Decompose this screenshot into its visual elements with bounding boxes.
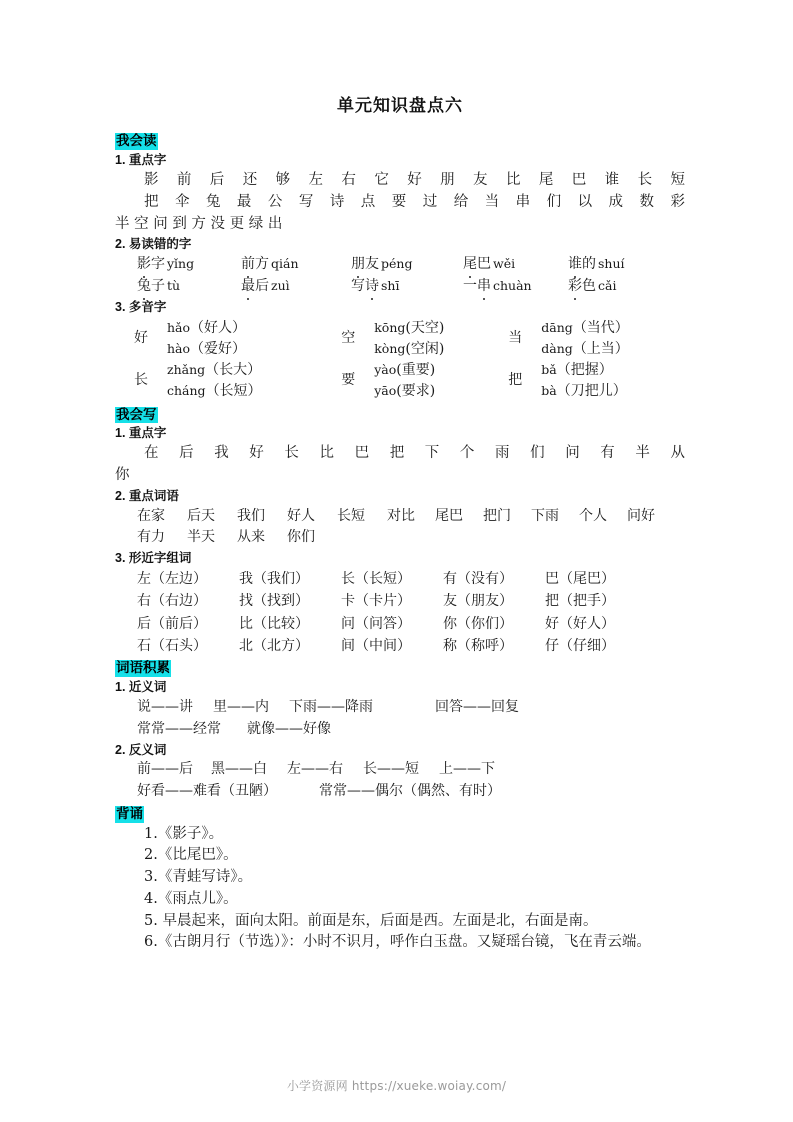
word-item: 下雨——降雨 xyxy=(289,699,373,716)
word-item: 长（长短） xyxy=(341,570,411,587)
polyphonic-readings xyxy=(167,318,322,360)
pinyin-item: 一串 chuàn xyxy=(463,276,568,298)
pinyin-text: dāng xyxy=(541,319,573,335)
reading-line xyxy=(541,339,685,360)
word-item: 好人 xyxy=(287,507,315,524)
example-word: （上当） xyxy=(572,340,629,357)
pinyin-item: 尾巴 wěi xyxy=(463,254,568,276)
reading-line xyxy=(167,339,322,360)
word-item: 仔（仔细） xyxy=(545,638,615,655)
table-row xyxy=(137,568,685,590)
word-row xyxy=(115,697,685,719)
word-item: 卡（卡片） xyxy=(341,593,411,610)
polyphonic-readings xyxy=(541,360,685,402)
example-word: （好人） xyxy=(190,319,247,336)
word-item: 从来 xyxy=(237,529,265,546)
word-item: 友（朋友） xyxy=(443,593,513,610)
pinyin-text: bà xyxy=(541,382,557,398)
word-item: 半天 xyxy=(187,529,215,546)
word-item: 下雨 xyxy=(531,507,559,524)
word-item: 个人 xyxy=(579,507,607,524)
reading-line xyxy=(541,381,685,402)
pinyin-row xyxy=(115,276,685,298)
pinyin-text: cǎi xyxy=(598,277,617,293)
dotted-char: 兔 xyxy=(137,276,151,298)
dotted-char: 前 xyxy=(241,254,255,276)
example-word: (重要) xyxy=(396,361,436,378)
reading-line xyxy=(167,360,322,381)
pinyin-text: péng xyxy=(381,256,413,272)
section-heading-beisong: 背诵 xyxy=(116,805,143,821)
word-item: 说——讲 xyxy=(137,699,193,716)
word-item: 回答——回复 xyxy=(421,699,519,716)
word-item: 有（没有） xyxy=(443,570,513,587)
reading-line xyxy=(167,381,322,402)
list-item: 1.《影子》。 xyxy=(144,825,224,842)
reading-line xyxy=(374,339,489,360)
word-item: 左——右 xyxy=(287,761,343,778)
word-item: 长短 xyxy=(337,507,365,524)
reading-line xyxy=(541,360,685,381)
sub-heading-fanyici: 2. 反义词 xyxy=(115,742,167,757)
word-row xyxy=(115,527,685,549)
pinyin-text: yǐng xyxy=(167,256,195,272)
pinyin-text: hào xyxy=(167,340,191,356)
word-item: 把（把手） xyxy=(545,593,615,610)
char-row: 半 空 问 到 方 没 更 绿 出 xyxy=(115,215,283,232)
word-item: 好（好人） xyxy=(545,615,615,632)
word-item: 问（问答） xyxy=(341,615,411,632)
pinyin-text: kòng xyxy=(374,340,406,356)
example-word: （把握） xyxy=(556,361,613,378)
polyphonic-char: 长 xyxy=(134,372,148,389)
word-item: 右（右边） xyxy=(137,593,207,610)
dotted-char: 诗 xyxy=(365,276,379,298)
pinyin-text: bǎ xyxy=(541,361,557,377)
sub-heading-duoyinzi: 3. 多音字 xyxy=(115,299,167,314)
pinyin-text: shī xyxy=(381,277,400,293)
pinyin-text: kōng xyxy=(374,319,406,335)
example-word: （爱好） xyxy=(190,340,247,357)
section-heading-ciyu-jilei: 词语积累 xyxy=(116,660,170,676)
word-row xyxy=(115,719,685,741)
polyphonic-readings xyxy=(374,318,489,360)
pinyin-text: tù xyxy=(167,277,181,293)
word-item: 北（北方） xyxy=(239,638,309,655)
table-row xyxy=(137,590,685,612)
word-item: 找（找到） xyxy=(239,593,309,610)
pinyin-row xyxy=(115,254,685,276)
word-item: 你（你们） xyxy=(443,615,513,632)
footer-watermark: 小学资源网 https://xueke.woiay.com/ xyxy=(286,1079,507,1093)
dotted-char: 尾 xyxy=(463,254,477,276)
polyphonic-char: 当 xyxy=(508,330,523,347)
list-item: 5. 早晨起来，面向太阳。前面是东，后面是西。左面是北，右面是南。 xyxy=(144,912,598,929)
example-word: (天空) xyxy=(405,319,445,336)
pinyin-item: 影字 yǐng xyxy=(137,254,241,276)
table-row xyxy=(137,635,685,657)
example-word: （刀把儿） xyxy=(556,382,627,399)
pinyin-text: yào xyxy=(374,361,397,377)
sub-heading-zhongdianzi-write: 1. 重点字 xyxy=(115,426,167,441)
word-item: 你们 xyxy=(287,529,315,546)
word-item: 尾巴 xyxy=(435,507,463,524)
word-item: 后（前后） xyxy=(137,615,207,632)
word-row xyxy=(115,781,685,803)
word-item: 在家 xyxy=(137,507,165,524)
sub-heading-yiducuodezi: 2. 易读错的字 xyxy=(115,237,192,252)
word-item: 长——短 xyxy=(363,761,419,778)
dotted-char: 最 xyxy=(241,276,255,298)
sub-heading-zhongdianciyu: 2. 重点词语 xyxy=(115,488,179,503)
dotted-char: 彩 xyxy=(568,276,582,298)
table-row xyxy=(137,613,685,635)
pinyin-text: dàng xyxy=(541,340,573,356)
word-row xyxy=(115,759,685,781)
word-item: 就像——好像 xyxy=(247,720,331,737)
word-item: 称（称呼） xyxy=(443,638,513,655)
pinyin-text: chuàn xyxy=(493,277,532,293)
sub-heading-jinyici: 1. 近义词 xyxy=(115,680,167,695)
word-item: 我（我们） xyxy=(239,570,309,587)
dotted-char: 谁 xyxy=(568,254,582,276)
word-item: 石（石头） xyxy=(137,638,207,655)
polyphonic-char: 好 xyxy=(134,330,148,347)
word-item: 常常——偶尔（偶然、有时） xyxy=(319,783,501,800)
word-item: 常常——经常 xyxy=(137,720,221,737)
pinyin-text: qián xyxy=(271,256,299,272)
char-row: 把 伞 兔 最 公 写 诗 点 要 过 给 当 串 们 以 成 数 彩 xyxy=(144,193,685,210)
example-word: (要求) xyxy=(396,382,436,399)
pinyin-item: 彩色 cǎi xyxy=(568,276,616,298)
dotted-char: 串 xyxy=(477,276,491,298)
word-item: 上——下 xyxy=(439,761,495,778)
document-content xyxy=(115,96,685,954)
dotted-char: 影 xyxy=(137,254,151,276)
example-word: （长大） xyxy=(205,361,262,378)
word-item: 里——内 xyxy=(213,699,269,716)
list-item: 4.《雨点儿》。 xyxy=(144,890,238,907)
pinyin-item: 写诗 shī xyxy=(351,276,463,298)
sub-heading-zhongdianzi-read: 1. 重点字 xyxy=(115,153,167,168)
word-item: 把门 xyxy=(483,507,511,524)
pinyin-text: hǎo xyxy=(167,319,191,335)
list-item: 3.《青蛙写诗》。 xyxy=(144,869,253,886)
word-item: 对比 xyxy=(387,507,415,524)
pinyin-text: yāo xyxy=(374,382,397,398)
polyphonic-char: 把 xyxy=(508,372,523,389)
pinyin-text: wěi xyxy=(493,256,516,272)
word-item: 后天 xyxy=(187,507,215,524)
pinyin-text: cháng xyxy=(167,382,206,398)
sub-heading-xingjinzizuci: 3. 形近字组词 xyxy=(115,551,192,566)
polyphonic-readings xyxy=(374,360,489,402)
pinyin-item: 最后 zuì xyxy=(241,276,351,298)
reading-line xyxy=(374,318,489,339)
pinyin-item: 朋友 péng xyxy=(351,254,463,276)
word-item: 比（比较） xyxy=(239,615,309,632)
section-heading-wo-hui-xie: 我会写 xyxy=(116,406,157,422)
char-row: 在 后 我 好 长 比 巴 把 下 个 雨 们 问 有 半 从 xyxy=(144,445,685,462)
reading-line xyxy=(374,381,489,402)
word-item: 前——后 xyxy=(137,761,193,778)
pinyin-item: 兔子 tù xyxy=(137,276,241,298)
list-item: 6.《古朗月行（节选）》：小时不识月，呼作白玉盘。又疑瑶台镜，飞在青云端。 xyxy=(144,934,651,951)
example-word: （当代） xyxy=(572,319,629,336)
pinyin-item: 前方 qián xyxy=(241,254,351,276)
dotted-char: 朋 xyxy=(351,254,365,276)
polyphonic-readings xyxy=(541,318,685,360)
polyphonic-table xyxy=(115,318,685,402)
word-item: 问好 xyxy=(627,507,655,524)
example-word: （长短） xyxy=(205,382,262,399)
example-word: (空闲) xyxy=(405,340,445,357)
word-item: 有力 xyxy=(137,529,165,546)
pinyin-item: 谁的 shuí xyxy=(568,254,625,276)
char-row: 影 前 后 还 够 左 右 它 好 朋 友 比 尾 巴 谁 长 短 xyxy=(144,172,685,189)
recitation-list xyxy=(115,824,685,955)
word-item: 间（中间） xyxy=(341,638,411,655)
word-row xyxy=(115,506,685,528)
pinyin-text: zuì xyxy=(271,277,290,293)
list-item: 2.《比尾巴》。 xyxy=(144,847,238,864)
page-title: 单元知识盘点六 xyxy=(337,96,463,115)
similar-char-grid xyxy=(115,568,685,658)
polyphonic-char: 要 xyxy=(341,372,356,389)
word-item: 左（左边） xyxy=(137,570,207,587)
word-item: 我们 xyxy=(237,507,265,524)
reading-line xyxy=(541,318,685,339)
pinyin-text: zhǎng xyxy=(167,361,206,377)
section-heading-wo-hui-du: 我会读 xyxy=(116,133,157,149)
polyphonic-readings xyxy=(167,360,322,402)
pinyin-text: shuí xyxy=(598,256,625,272)
char-row: 你 xyxy=(115,467,130,484)
word-item: 黑——白 xyxy=(211,761,267,778)
table-row xyxy=(115,318,685,360)
reading-line xyxy=(374,360,489,381)
word-item: 好看——难看（丑陋） xyxy=(137,783,277,800)
polyphonic-char: 空 xyxy=(341,330,356,347)
word-item: 巴（尾巴） xyxy=(545,570,615,587)
reading-line xyxy=(167,318,322,339)
table-row xyxy=(115,360,685,402)
